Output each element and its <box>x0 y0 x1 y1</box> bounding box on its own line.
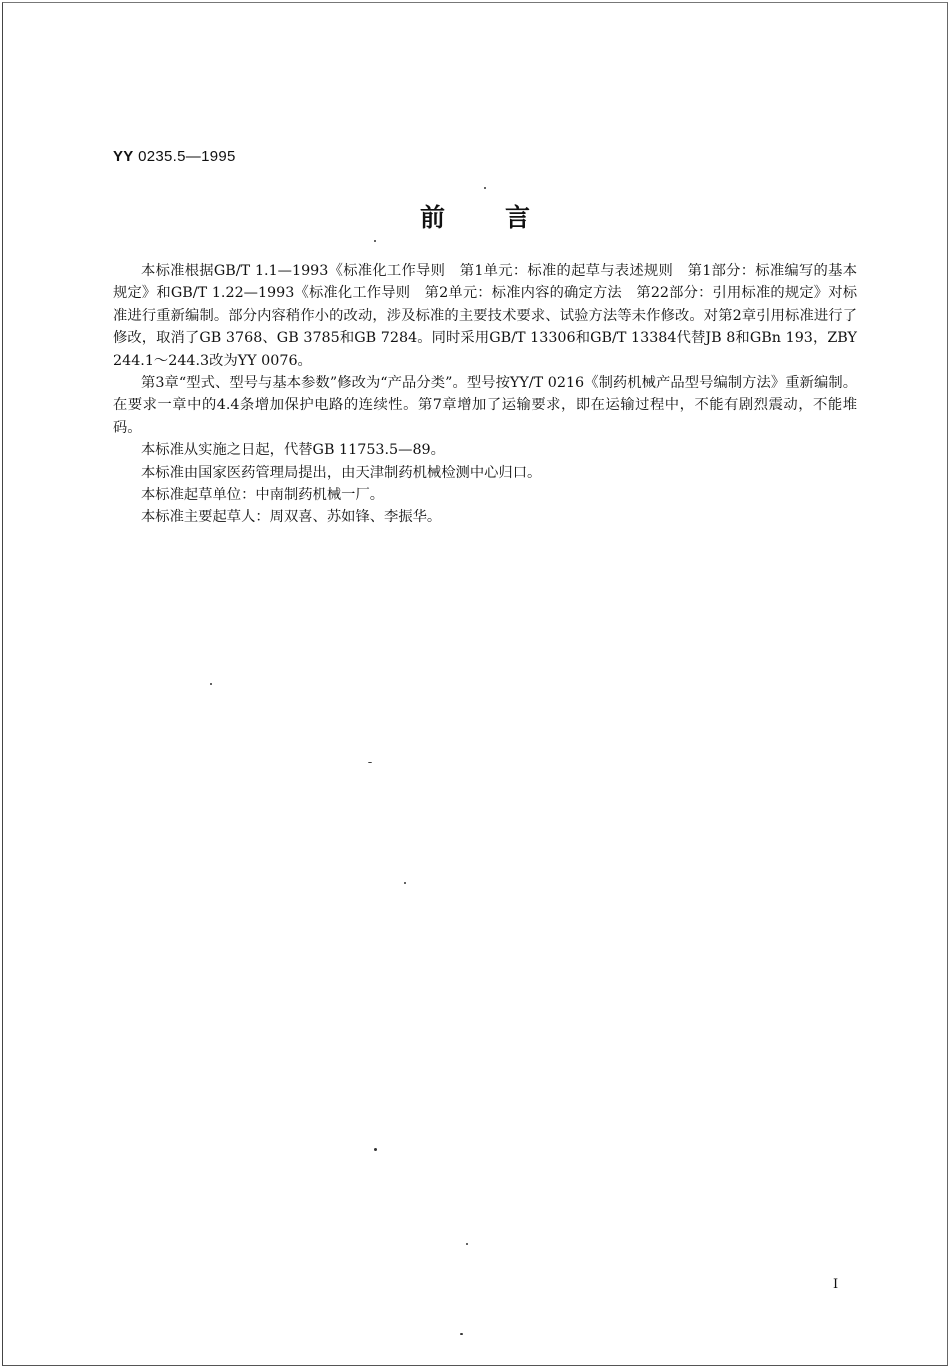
foreword-body <box>113 260 857 529</box>
scan-speck <box>466 1243 468 1245</box>
page-title: 前言 <box>419 203 590 232</box>
scan-speck <box>210 683 212 685</box>
standard-code-prefix: YY <box>113 148 134 165</box>
scan-speck <box>368 762 372 763</box>
page-number: I <box>833 1277 839 1292</box>
standard-code <box>113 148 236 165</box>
paragraph-replacement: 本标准从实施之日起，代替GB 11753.5—89。 <box>141 442 445 459</box>
paragraph-chapter-changes: 第3章“型式、型号与基本参数”修改为“产品分类”。型号按YY/T 0216《制药机械产品型号编制方法》重新编制。在要求一章中的4.4条增加保护电路的连续性。第7章增加了运输要求，即在运输过程中，不能有剧烈震动，不能堆码。 <box>113 375 857 436</box>
paragraph-drafting-unit: 本标准起草单位：中南制药机械一厂。 <box>141 487 385 504</box>
scan-speck <box>404 882 406 884</box>
standard-code-number: 0235.5—1995 <box>138 148 236 165</box>
scan-speck <box>460 1333 463 1335</box>
paragraph-revision-basis: 本标准根据GB/T 1.1—1993《标准化工作导则 第1单元：标准的起草与表述规则 第1部分：标准编写的基本规定》和GB/T 1.22—1993《标准化工作导则 第2单元：标准内容的确定方法 第22部分：引用标准的规定》对标准进行重新编制。部分内容稍作小的改动，涉及标准的主要技术要求、试验方法等未作修改。对第2章引用标准进行了修改，取消了GB 3768、GB 3785和GB 7284。同时采用GB/T 13306和GB/T 13384代替JB 8和GBn 193，ZBY 244.1～244.3改为YY 0076。 <box>113 263 857 369</box>
paragraph-drafters: 本标准主要起草人：周双喜、苏如锋、李振华。 <box>141 509 442 526</box>
scan-speck <box>484 187 486 189</box>
paragraph-proposer: 本标准由国家医药管理局提出，由天津制药机械检测中心归口。 <box>141 464 542 481</box>
scan-speck <box>374 240 376 242</box>
scan-speck <box>374 1148 377 1151</box>
